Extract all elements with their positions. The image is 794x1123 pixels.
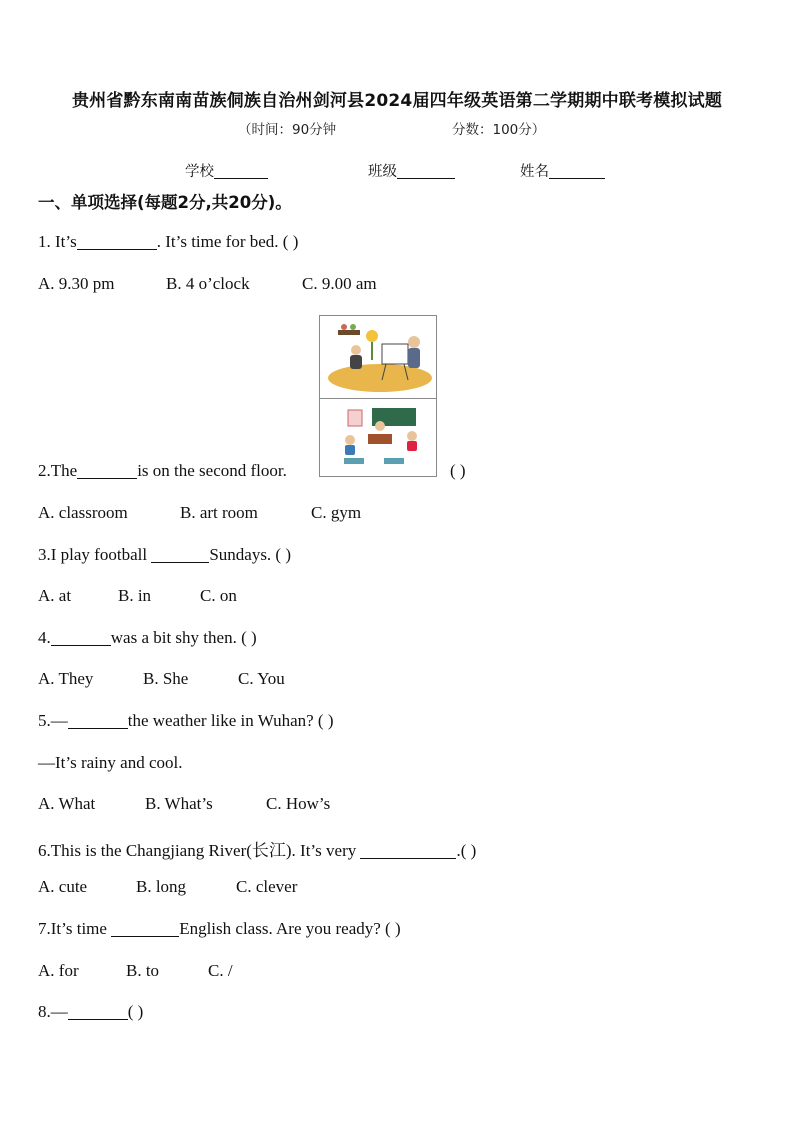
name-field [520, 160, 605, 181]
q6-option-a: A. cute [38, 877, 88, 896]
question-3 [38, 545, 291, 565]
q4-blank [51, 628, 111, 646]
student-desk-icon [344, 458, 364, 464]
q2-text-pre: 2.The [38, 461, 78, 480]
q1-options [38, 274, 377, 294]
question-2-picture [319, 315, 437, 477]
class-field [368, 160, 455, 181]
q5-option-a: A. What [38, 794, 96, 813]
q5-reply: —It’s rainy and cool. [38, 753, 183, 772]
q3-option-c: C. on [200, 586, 237, 605]
section-title: 一、单项选择(每题2分,共20分)。 [38, 193, 292, 212]
q7-text-post: English class. Are you ready? ( ) [179, 919, 401, 938]
q2-answer-paren: ( ) [450, 461, 466, 480]
teacher-body [408, 348, 420, 368]
q1-option-a: A. 9.30 pm [38, 274, 115, 293]
school-blank [214, 164, 268, 180]
student-head [351, 345, 361, 355]
poster-icon [348, 410, 362, 426]
q5-blank [68, 711, 128, 729]
q5-text-post: the weather like in Wuhan? ( ) [127, 711, 334, 730]
q1-text-pre: 1. It’s [38, 232, 77, 251]
teacher-head [375, 421, 385, 431]
q7-options [38, 961, 233, 981]
pot-icon [350, 324, 356, 330]
q7-option-c: C. / [208, 961, 233, 980]
school-label: 学校 [185, 164, 214, 180]
q5-option-b: B. What’s [145, 794, 213, 813]
q7-option-b: B. to [126, 961, 160, 980]
q2-blank [77, 461, 137, 479]
question-1 [38, 232, 298, 252]
question-8 [38, 1002, 143, 1022]
q4-option-b: B. She [143, 669, 189, 688]
q2-option-c: C. gym [311, 503, 362, 522]
q1-blank [77, 232, 157, 250]
name-label: 姓名 [520, 164, 549, 180]
pot-icon [341, 324, 347, 330]
q6-options [38, 877, 297, 897]
question-7 [38, 919, 401, 939]
q7-option-a: A. for [38, 961, 79, 980]
q2-options [38, 503, 361, 523]
question-2 [38, 461, 287, 481]
student-desk-icon [384, 458, 404, 464]
q8-blank [68, 1002, 128, 1020]
q2-text-post: is on the second floor. [137, 461, 287, 480]
teacher-head [408, 336, 420, 348]
q5-text-pre: 5.— [38, 711, 68, 730]
q3-text-pre: 3.I play football [38, 545, 148, 564]
q3-text-post: Sundays. ( ) [209, 545, 292, 564]
q3-blank [151, 545, 209, 563]
question-6 [38, 836, 476, 861]
desk-icon [368, 434, 392, 444]
sunflower-icon [366, 330, 378, 342]
q1-option-c: C. 9.00 am [302, 274, 377, 293]
student-head [407, 431, 417, 441]
q1-text-post: . It’s time for bed. ( ) [156, 232, 299, 251]
q7-text-pre: 7.It’s time [38, 919, 107, 938]
q5-option-c: C. How’s [266, 794, 331, 813]
shelf-icon [338, 330, 360, 335]
floor-mat [328, 364, 432, 392]
q6-blank [360, 841, 456, 859]
q7-blank [111, 919, 179, 937]
school-field [185, 160, 268, 181]
q4-options [38, 669, 285, 689]
q2-option-b: B. art room [180, 503, 258, 522]
q1-option-b: B. 4 o’clock [166, 274, 250, 293]
q4-option-a: A. They [38, 669, 94, 688]
question-4 [38, 628, 257, 648]
student-body [407, 441, 417, 451]
exam-score: 分数：100分） [452, 122, 546, 138]
q3-option-b: B. in [118, 586, 152, 605]
student-body [350, 355, 362, 369]
student-head [345, 435, 355, 445]
q2-option-a: A. classroom [38, 503, 128, 522]
class-blank [397, 164, 455, 180]
student-body [345, 445, 355, 455]
class-label: 班级 [368, 164, 397, 180]
exam-time: （时间：90分钟 [238, 122, 337, 138]
q4-text-pre: 4. [38, 628, 51, 647]
picture-divider [320, 398, 436, 399]
q6-option-b: B. long [136, 877, 187, 896]
easel-board-icon [382, 344, 408, 364]
q6-option-c: C. clever [236, 877, 298, 896]
q5-options [38, 794, 330, 814]
question-5 [38, 711, 334, 731]
q3-option-a: A. at [38, 586, 72, 605]
q3-options [38, 586, 237, 606]
q6-text-post: .( ) [456, 841, 477, 860]
q8-text-post: ( ) [127, 1002, 144, 1021]
q4-option-c: C. You [238, 669, 285, 688]
school-floors-illustration [320, 316, 436, 476]
page-title: 贵州省黔东南南苗族侗族自治州剑河县2024届四年级英语第二学期期中联考模拟试题 [71, 91, 723, 111]
q6-text-pre: 6.This is the Changjiang River(长江). It’s very [38, 841, 357, 860]
q8-text-pre: 8.— [38, 1002, 68, 1021]
q4-text-post: was a bit shy then. ( ) [110, 628, 257, 647]
name-blank [549, 164, 605, 180]
